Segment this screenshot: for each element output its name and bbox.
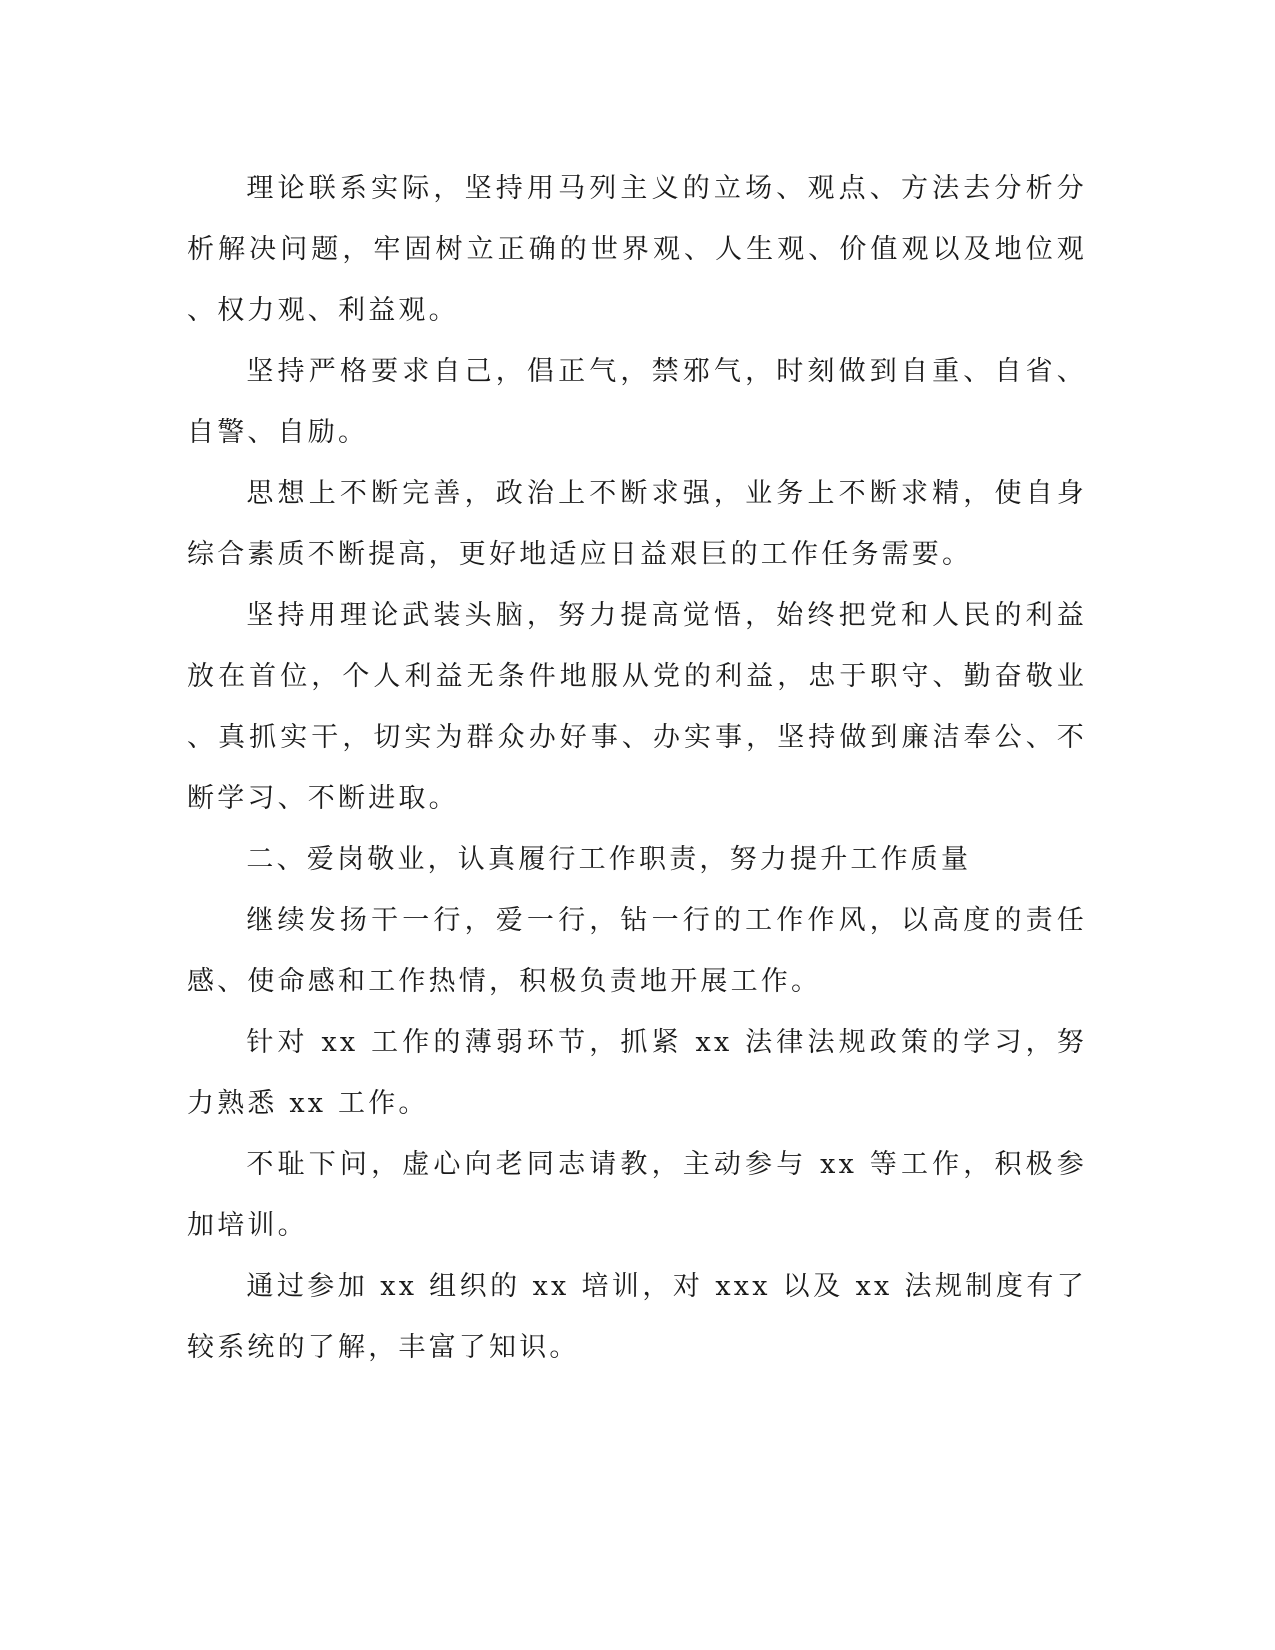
paragraph: 理论联系实际，坚持用马列主义的立场、观点、方法去分析分析解决问题，牢固树立正确的世界观、人生观、价值观以及地位观、权力观、利益观。 <box>187 173 1087 326</box>
paragraph: 继续发扬干一行，爱一行，钻一行的工作作风，以高度的责任感、使命感和工作热情，积极负责地开展工作。 <box>187 905 1087 997</box>
paragraph: 思想上不断完善，政治上不断求强，业务上不断求精，使自身综合素质不断提高，更好地适应日益艰巨的工作任务需要。 <box>187 478 1087 570</box>
section-heading: 二、爱岗敬业，认真履行工作职责，努力提升工作质量 <box>246 844 972 875</box>
document-body <box>187 158 1087 1378</box>
paragraph: 坚持严格要求自己，倡正气，禁邪气，时刻做到自重、自省、自警、自励。 <box>187 356 1087 448</box>
paragraph: 不耻下问，虚心向老同志请教，主动参与 xx 等工作，积极参加培训。 <box>187 1149 1087 1241</box>
paragraph: 通过参加 xx 组织的 xx 培训，对 xxx 以及 xx 法规制度有了较系统的了解，丰富了知识。 <box>187 1271 1087 1363</box>
paragraph: 坚持用理论武装头脑，努力提高觉悟，始终把党和人民的利益放在首位，个人利益无条件地服从党的利益，忠于职守、勤奋敬业、真抓实干，切实为群众办好事、办实事，坚持做到廉洁奉公、不断学习、不断进取。 <box>187 600 1087 814</box>
paragraph: 针对 xx 工作的薄弱环节，抓紧 xx 法律法规政策的学习，努力熟悉 xx 工作。 <box>187 1027 1087 1119</box>
